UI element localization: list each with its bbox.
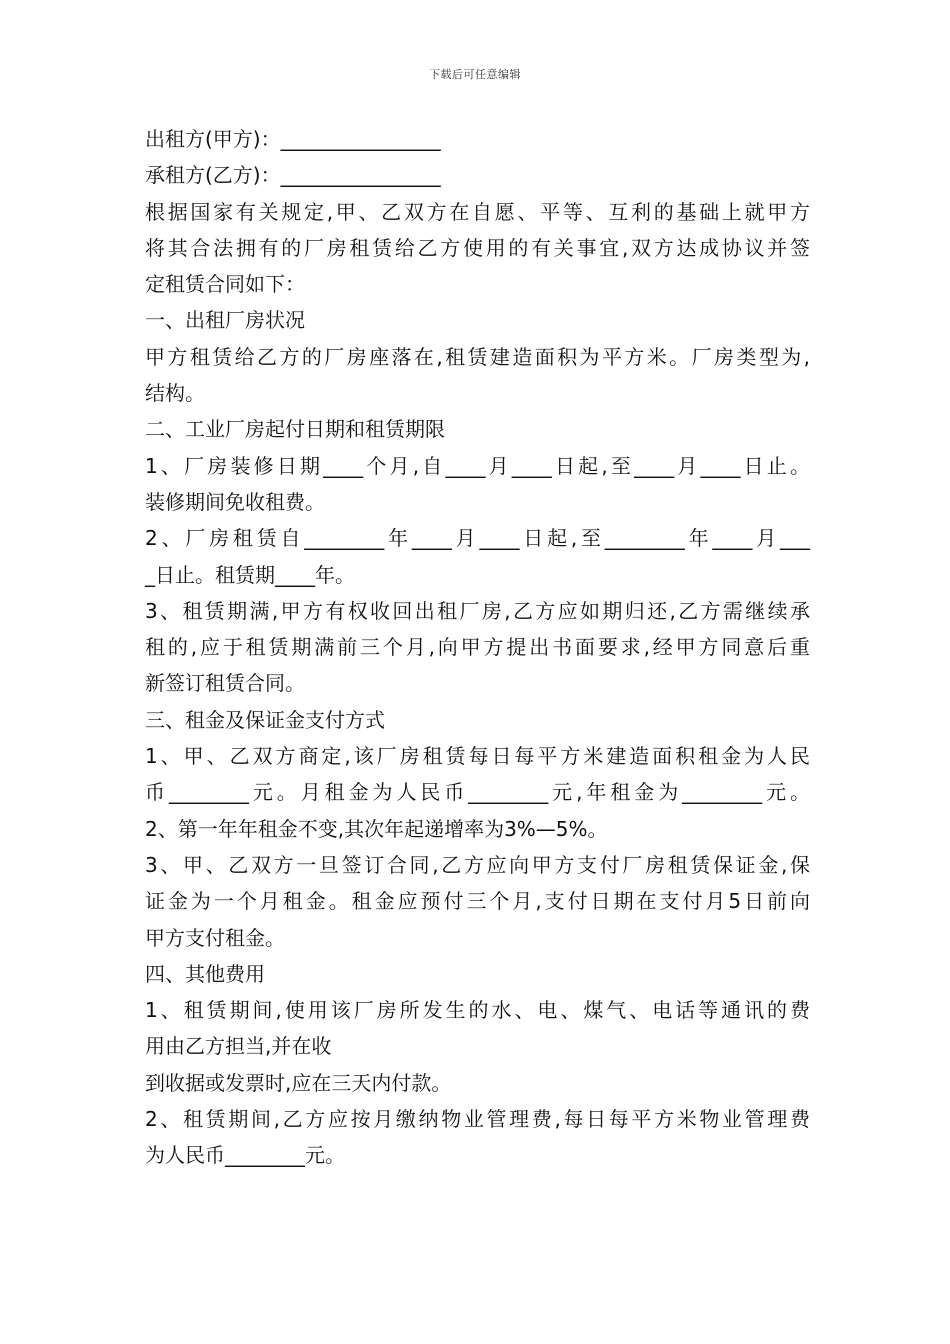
paragraph-line: 新签订租赁合同。 [145,671,305,696]
paragraph-line: 结构。 [145,381,205,406]
paragraph-line: 2、第一年年租金不变,其次年起递增率为3%—5%。 [145,816,608,841]
paragraph-line: _日止。租赁期____年。 [145,562,355,587]
paragraph-line: 装修期间免收租费。 [145,489,325,514]
lessee-line: 承租方(乙方)：________________ [145,163,441,188]
paragraph-line: 1、厂房装修日期____个月,自____月____日起,至____月____日止。 [145,453,810,478]
paragraph-line: 2、租赁期间,乙方应按月缴纳物业管理费,每日每平方米物业管理费 [145,1107,810,1132]
contract-body [145,121,810,1174]
paragraph-line: 证金为一个月租金。租金应预付三个月,支付日期在支付月5日前向 [145,889,810,914]
paragraph-line: 租的,应于租赁期满前三个月,向甲方提出书面要求,经甲方同意后重 [145,635,810,660]
paragraph-line: 到收据或发票时,应在三天内付款。 [145,1070,452,1095]
paragraph-line: 根据国家有关规定,甲、乙双方在自愿、平等、互利的基础上就甲方 [145,199,810,224]
paragraph-line: 3、甲、乙双方一旦签订合同,乙方应向甲方支付厂房租赁保证金,保 [145,852,810,877]
section-heading-4: 四、其他费用 [145,961,265,986]
paragraph-line: 甲方租赁给乙方的厂房座落在,租赁建造面积为平方米。厂房类型为, [145,344,810,369]
paragraph-line: 用由乙方担当,并在收 [145,1034,332,1059]
paragraph-line: 2、厂房租赁自________年____月____日起,至________年____月___ [145,526,810,551]
section-heading-3: 三、租金及保证金支付方式 [145,707,385,732]
paragraph-line: 为人民币________元。 [145,1143,345,1168]
page-header-note: 下载后可任意编辑 [429,68,521,81]
paragraph-line: 将其合法拥有的厂房租赁给乙方使用的有关事宜,双方达成协议并签 [145,235,810,260]
section-heading-2: 二、工业厂房起付日期和租赁期限 [145,417,445,442]
section-heading-1: 一、出租厂房状况 [145,308,305,333]
paragraph-line: 甲方支付租金。 [145,925,285,950]
paragraph-line: 1、租赁期间,使用该厂房所发生的水、电、煤气、电话等通讯的费 [145,998,810,1023]
paragraph-line: 币________元。月租金为人民币________元,年租金为________元。 [145,780,810,805]
paragraph-line: 1、甲、乙双方商定,该厂房租赁每日每平方米建造面积租金为人民 [145,744,810,769]
paragraph-line: 3、租赁期满,甲方有权收回出租厂房,乙方应如期归还,乙方需继续承 [145,598,810,623]
lessor-line: 出租方(甲方)：________________ [145,127,441,151]
paragraph-line: 定租赁合同如下： [145,272,305,297]
